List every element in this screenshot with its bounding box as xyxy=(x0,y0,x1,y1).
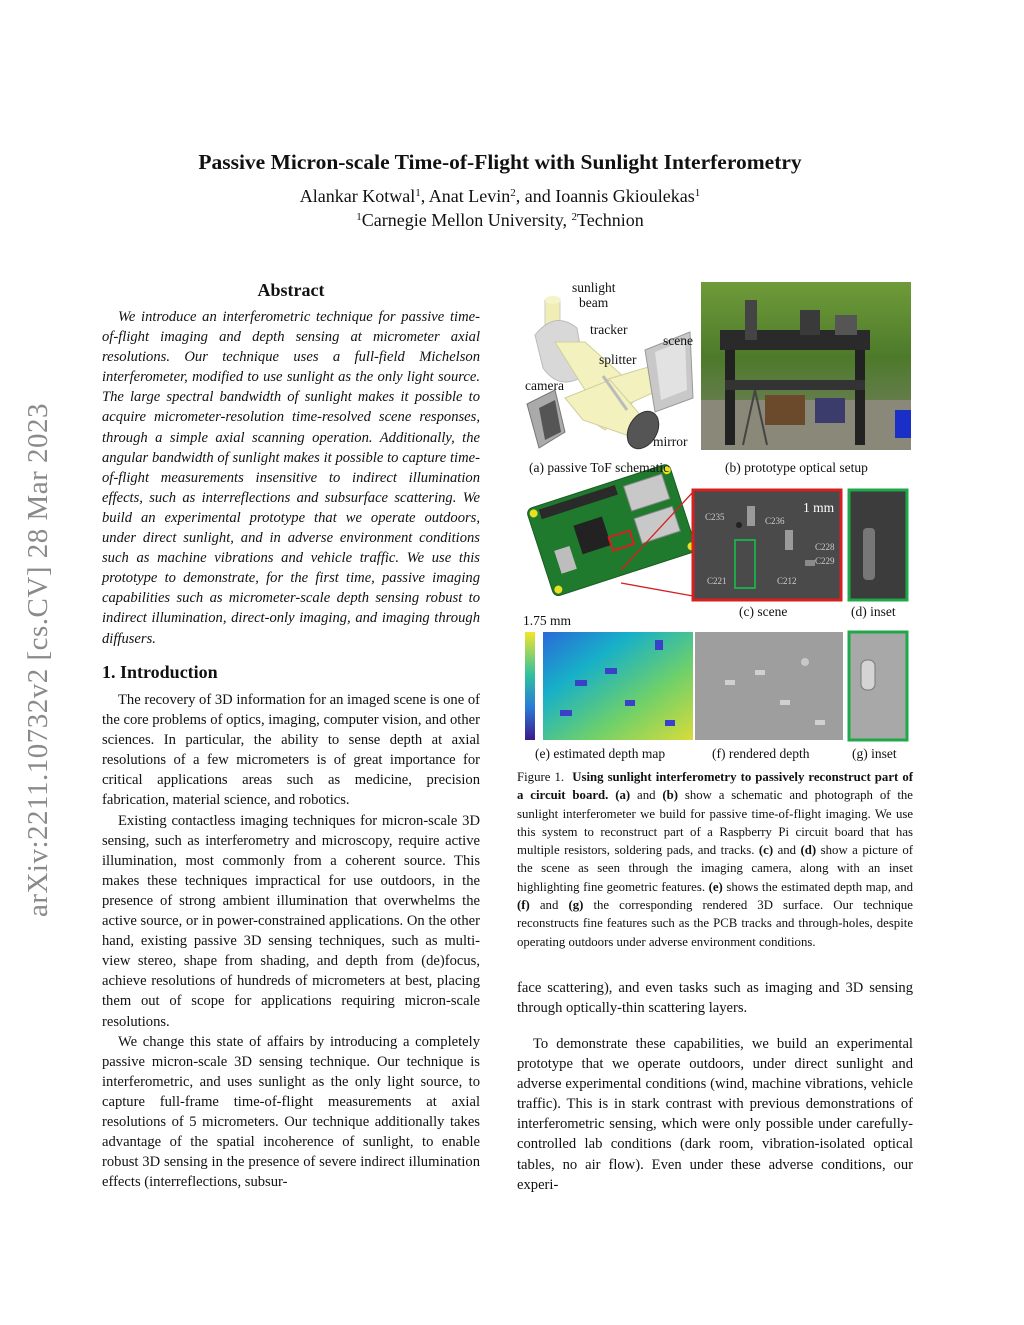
body-paragraph: face scattering), and even tasks such as imaging and 3D sensing through optically-thin scattering layers. xyxy=(517,980,913,1017)
rendered-inset xyxy=(849,632,907,740)
resistor-pad xyxy=(805,560,815,566)
intro-paragraph: Existing contactless imaging techniques for micron-scale 3D sensing, such as interferometry and microscopy, require active illumination, most commonly from a coherent source. This makes these techniques impractical for use outdoors, in the presence of strong ambient illumination that overwhelms the active source, or in power-constrained applications. On the other hand, existing passive 3D sensing techniques, such as multi-view stereo, shape from shading, and depth from (de)focus, achieve resolutions of hundreds of micrometers at best, placing them out of scope for applications requiring micron-scale resolutions. xyxy=(102,812,480,1030)
panel-d-label: (d) inset xyxy=(851,604,896,619)
sunlight-beam-top xyxy=(545,296,561,304)
intro-body xyxy=(102,690,480,1192)
label-scene: scene xyxy=(663,333,693,348)
pcb-label: C221 xyxy=(707,576,727,586)
intro-heading: 1. Introduction xyxy=(102,662,218,682)
schematic-diagram xyxy=(527,296,693,454)
abstract-heading: Abstract xyxy=(257,280,325,300)
author-name: Alankar Kotwal xyxy=(299,186,416,206)
author-list: Alankar Kotwal$^1$, Anat Levin$^2$, and Ioannis Gkioulekas$^1$ xyxy=(299,186,701,206)
resistor-pad xyxy=(747,506,755,526)
rendered-depth xyxy=(695,632,843,740)
label-splitter: splitter xyxy=(599,352,637,367)
label-mirror: mirror xyxy=(653,434,688,449)
depth-range-label: 1.75 mm xyxy=(523,613,572,628)
pcb-label: C229 xyxy=(815,556,835,566)
intro-paragraph: We change this state of affairs by introducing a completely passive micron-scale 3D sensing technique. Our technique is interferometric, and uses sunlight as the only light source, to capture full-frame time-of-flight measurements at axial resolutions of 5 micrometers. Our technique additionally takes advantage of the spatial incoherence of sunlight, to enable robust 3D sensing in the presence of severe indirect illumination effects (interreflections, subsur- xyxy=(102,1033,480,1191)
affiliations: $^1$Carnegie Mellon University, $^2$Technion xyxy=(356,210,644,230)
author-name: Anat Levin xyxy=(428,186,511,206)
prototype-photo xyxy=(701,282,911,450)
label-sunlight: sunlight xyxy=(572,280,616,295)
depth-colorbar xyxy=(525,632,535,740)
scale-bar-label: 1 mm xyxy=(803,500,835,515)
label-beam: beam xyxy=(579,295,609,310)
body-paragraph: To demonstrate these capabilities, we build an experimental prototype that we operate outdoors, under direct sunlight and adverse experimental conditions (wind, machine vibrations, vehicle traffic). This is in stark contrast with previous demonstrations of interferometric sensing, which were only possible under carefully-controlled lab conditions (dark room, vibration-isolated optical tables, no air flow). Even under these adverse conditions, our experi- xyxy=(517,1036,913,1193)
panel-c-label: (c) scene xyxy=(739,604,788,619)
panel-g-label: (g) inset xyxy=(852,746,897,761)
scene-inset-image xyxy=(849,490,907,600)
figure-caption: Figure 1. Using sunlight interferometry to passively reconstruct part of a circuit board. (a) and (b) show a schematic and photograph of the sunlight interferometer we build for passive time-of-flight imaging. We use this system to reconstruct part of a Raspberry Pi circuit board that has multiple resistors, soldering pads, and tracks. (c) and (d) show a picture of the scene as seen through the imaging camera, along with an inset highlighting fine geometric features. (e) shows the estimated depth map, and (f) and (g) the corresponding rendered 3D surface. Our technique reconstructs fine features such as the PCB tracks and through-holes, despite operating outdoors under adverse environment conditions. xyxy=(517,770,913,949)
panel-b-label: (b) prototype optical setup xyxy=(725,460,868,475)
figure-graphics xyxy=(515,280,915,770)
pcb-label: C236 xyxy=(765,516,785,526)
abstract-text: We introduce an interferometric technique for passive time-of-flight imaging and depth sensing at micrometer axial resolutions. Our technique uses a full-field Michelson interferometer, modified to use sunlight as the only light source. The large spectral bandwidth of sunlight makes it possible to acquire micrometer-resolution time-resolved scene responses, through a simple axial scanning operation. Additionally, the angular bandwidth of sunlight makes it possible to capture time-of-flight measurements insensitive to indirect illumination effects, such as interreflections and subsurface scattering. We build an experimental prototype that we operate outdoors, under direct sunlight, and in adverse environment conditions such as machine vibrations and vehicle traffic. We use this prototype to demonstrate, for the first time, passive imaging capabilities such as micrometer-scale depth sensing robust to indirect illumination, direct-only imaging, and imaging through diffusers. xyxy=(102,309,480,647)
label-camera: camera xyxy=(525,378,564,393)
label-tracker: tracker xyxy=(590,322,628,337)
through-hole xyxy=(736,522,742,528)
arxiv-identifier: arXiv:2211.10732v2 [cs.CV] 28 Mar 2023 xyxy=(22,402,54,918)
author-name: Ioannis Gkioulekas xyxy=(555,186,695,206)
pcb-label: C228 xyxy=(815,542,835,552)
pcb-label: C212 xyxy=(777,576,797,586)
figure-1 xyxy=(515,280,915,770)
blue-case xyxy=(895,410,911,438)
pcb-label: C235 xyxy=(705,512,725,522)
raspberry-pi-board xyxy=(526,463,697,597)
panel-e-label: (e) estimated depth map xyxy=(535,746,666,761)
paper-title: Passive Micron-scale Time-of-Flight with Sunlight Interferometry xyxy=(198,150,802,174)
depth-map xyxy=(525,632,693,740)
resistor-pad xyxy=(785,530,793,550)
panel-f-label: (f) rendered depth xyxy=(712,746,810,761)
panel-a-label: (a) passive ToF schematic xyxy=(529,460,670,475)
intro-paragraph: The recovery of 3D information for an imaged scene is one of the core problems of optics, imaging, computer vision, and other sciences. In particular, the ability to sense depth at axial resolutions of a few micrometers is of great importance for critical applications areas such as medicine, precision fabrication, material science, and robotics. xyxy=(102,692,480,809)
